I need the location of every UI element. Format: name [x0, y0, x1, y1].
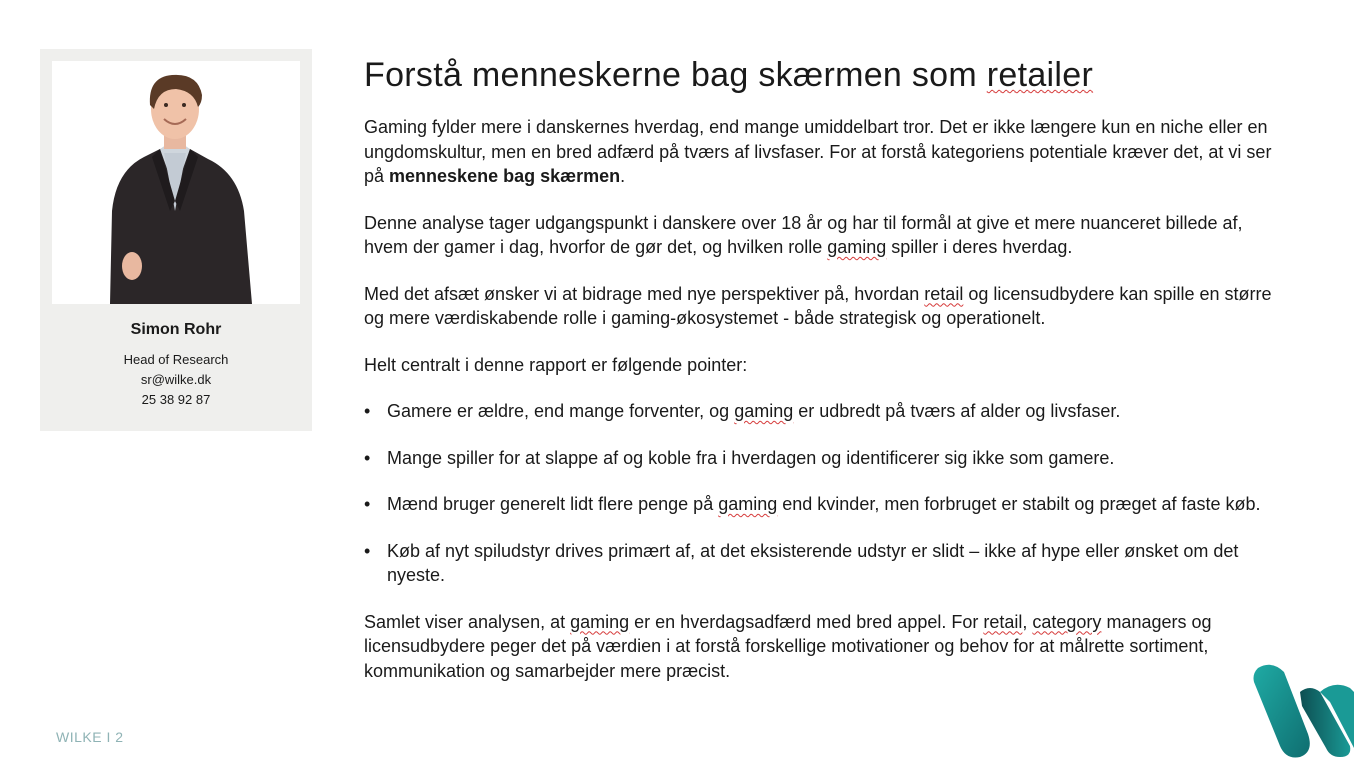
conclusion-word2: retail: [983, 611, 1023, 632]
conclusion-word1: gaming: [570, 611, 630, 632]
conclusion-text3: ,: [1022, 611, 1033, 632]
contact-role: Head of Research: [123, 352, 229, 367]
list-item: [364, 399, 1274, 424]
paragraph1-end: .: [620, 166, 626, 186]
bullet1-word: gaming: [734, 401, 794, 421]
conclusion-word3: category: [1032, 611, 1102, 632]
profile-photo: [52, 61, 300, 304]
title-word: retailer: [986, 56, 1094, 94]
paragraph3-text2: og licensudbydere kan spille en større og mere værdiskabende rolle i gaming-økosystemet - både strategisk og operationelt.: [364, 283, 1272, 328]
page-title: [364, 53, 1274, 97]
page-footer: WILKE I 2: [56, 729, 124, 745]
paragraph-analysis: [364, 211, 1274, 260]
paragraph1-text: Gaming fylder mere i danskernes hverdag, end mange umiddelbart tror. Det er ikke længere kun en niche eller en ungdomskultur, men en bred adfærd på tværs af livsfaser. For at forstå kategoriens potentiale kræver det, at vi ser på: [364, 117, 1272, 186]
contact-phone: 25 38 92 87: [141, 392, 211, 407]
bullet4-text: Køb af nyt spiludstyr drives primært af, at det eksisterende udstyr er slidt – ikke af hype eller ønsket om det nyeste.: [387, 540, 1239, 585]
paragraph1-bold: menneskene bag skærmen: [389, 166, 621, 186]
contact-name: Simon Rohr: [130, 321, 222, 338]
paragraph-points-intro: Helt centralt i denne rapport er følgende pointer:: [364, 354, 748, 375]
contact-card: [40, 49, 312, 431]
key-points-list: [364, 399, 1274, 588]
bullet1-text1: Gamere er ældre, end mange forventer, og: [387, 401, 735, 421]
paragraph2-text1: Denne analyse tager udgangspunkt i danskere over 18 år og har til formål at give et mere nuanceret billede af, hvem der gamer i dag, hvorfor de gør det, og hvilken rolle: [364, 212, 1243, 257]
bullet2-text: Mange spiller for at slappe af og koble fra i hverdagen og identificerer sig ikke som gamere.: [387, 447, 1115, 468]
list-item: [364, 492, 1274, 517]
conclusion-text1: Samlet viser analysen, at: [364, 611, 571, 632]
bullet1-text2: er udbredt på tværs af alder og livsfaser.: [793, 401, 1121, 421]
conclusion-text2: er en hverdagsadfærd med bred appel. For: [629, 611, 984, 632]
main-content: [364, 53, 1274, 705]
bullet3-word: gaming: [718, 494, 778, 514]
conclusion-text4: managers og licensudbydere peger det på værdien i at forstå forskellige motivationer og behov for at målrette sortiment, kommunikation og samarbejder mere præcist.: [364, 611, 1212, 681]
paragraph-intro: [364, 115, 1274, 189]
contact-email: sr@wilke.dk: [140, 372, 212, 387]
bullet3-text2: end kvinder, men forbruget er stabilt og præget af faste køb.: [777, 494, 1261, 514]
paragraph3-text1: Med det afsæt ønsker vi at bidrage med nye perspektiver på, hvordan: [364, 283, 925, 304]
paragraph3-word: retail: [924, 283, 964, 304]
list-item: [364, 446, 1274, 471]
paragraph2-word: gaming: [827, 237, 887, 257]
wilke-logo-icon: [1250, 662, 1354, 759]
title-prefix: Forstå menneskerne bag skærmen som: [364, 56, 987, 94]
list-item: [364, 539, 1274, 588]
paragraph-perspective: [364, 282, 1274, 331]
paragraph-conclusion: [364, 610, 1274, 684]
bullet3-text1: Mænd bruger generelt lidt flere penge på: [387, 494, 719, 514]
paragraph2-text2: spiller i deres hverdag.: [886, 237, 1073, 257]
